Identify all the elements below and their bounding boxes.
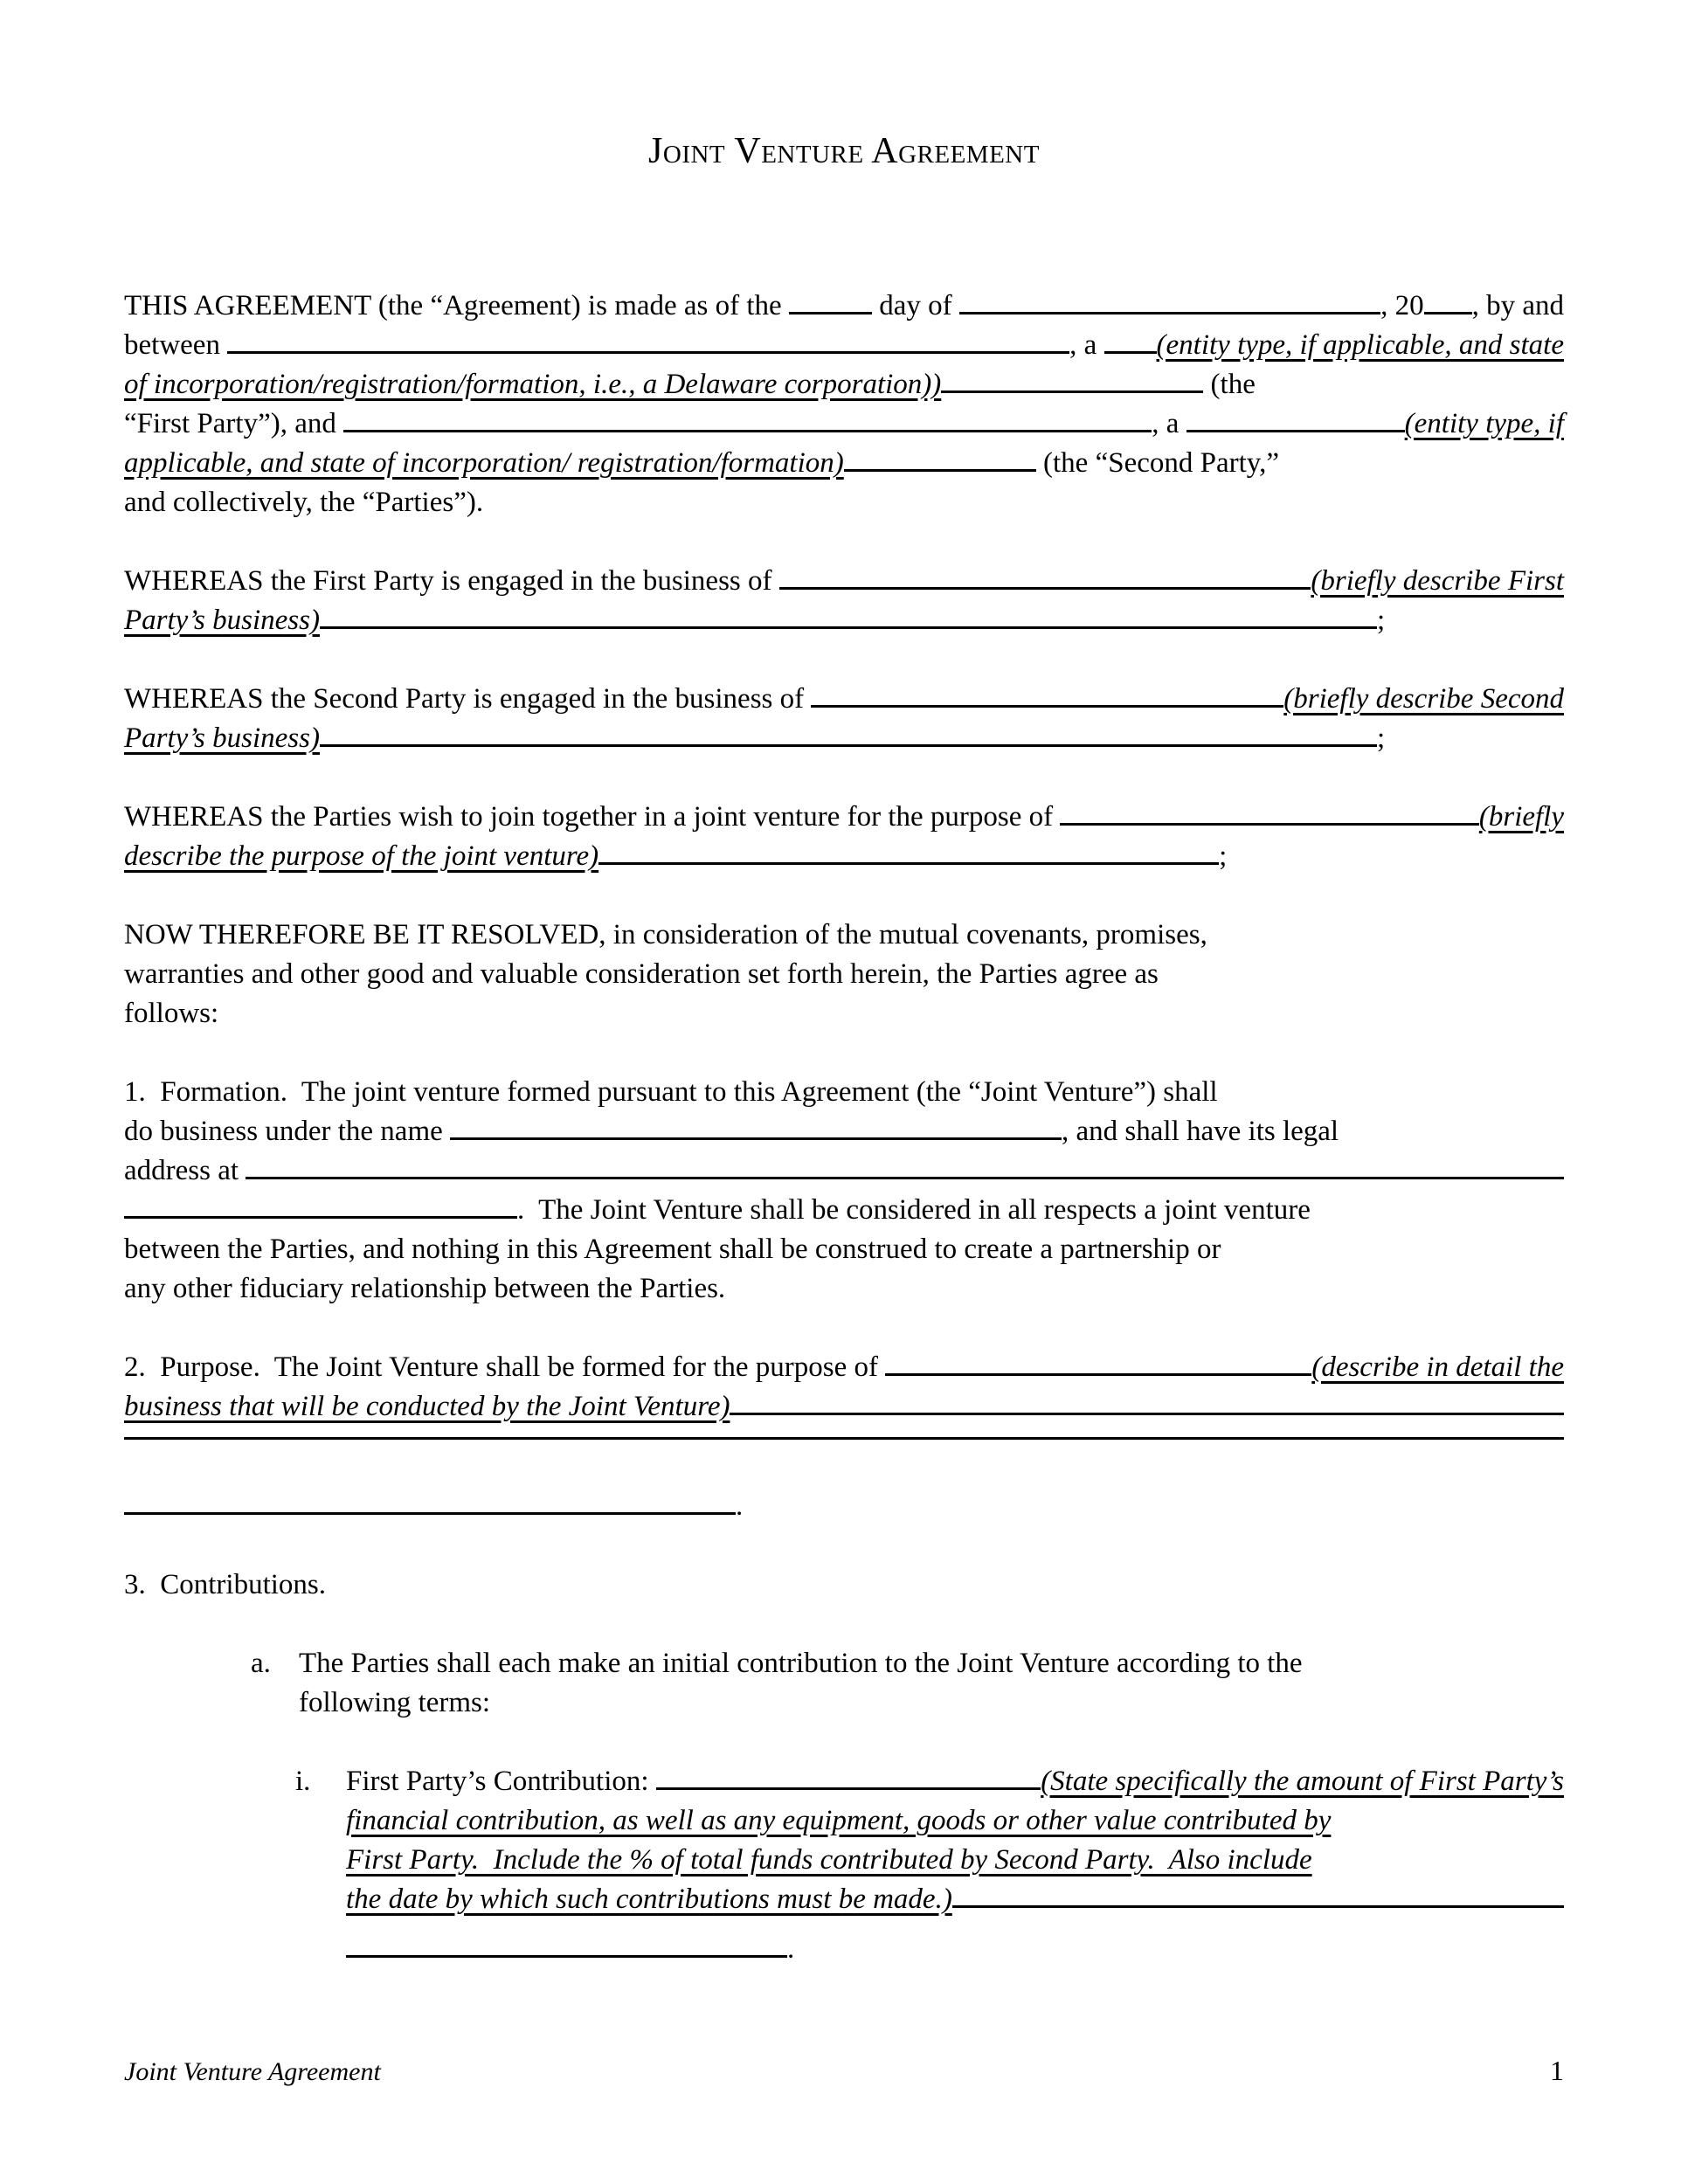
body-text: THIS AGREEMENT (the “Agreement) is made as of the bbox=[124, 290, 789, 321]
body-text: follows: bbox=[124, 998, 219, 1029]
body-text: , and shall have its legal bbox=[1062, 1116, 1339, 1147]
text-line bbox=[346, 1880, 1564, 1919]
blank-field bbox=[346, 1955, 787, 1958]
text-line bbox=[124, 1230, 1564, 1269]
body-text: , by and bbox=[1471, 290, 1564, 321]
body-text: First Party’s Contribution: bbox=[346, 1766, 656, 1797]
body-text: NOW THEREFORE BE IT RESOLVED, in consideration of the mutual covenants, promises, bbox=[124, 919, 1207, 950]
blank-field bbox=[844, 469, 1036, 472]
paragraph-whereas-joint-venture bbox=[124, 798, 1564, 876]
body-text: , 20 bbox=[1380, 290, 1424, 321]
text-line bbox=[346, 1762, 1564, 1801]
blank-field bbox=[779, 587, 1311, 590]
list-marker: a. bbox=[251, 1648, 271, 1679]
body-text: “First Party”), and bbox=[124, 408, 344, 439]
page-number: 1 bbox=[1550, 2055, 1564, 2086]
placeholder-text: Party’s business) bbox=[124, 722, 320, 754]
text-line bbox=[124, 483, 1564, 522]
blank-field bbox=[1186, 430, 1405, 432]
blank-field bbox=[124, 1216, 517, 1219]
placeholder-text: (entity type, if applicable, and state bbox=[1156, 329, 1564, 361]
body-text: The Parties shall each make an initial contribution to the Joint Venture according to the bbox=[299, 1648, 1303, 1679]
document-body bbox=[124, 287, 1564, 1969]
body-text: following terms: bbox=[299, 1687, 491, 1718]
body-text: 2. Purpose. The Joint Venture shall be formed for the purpose of bbox=[124, 1351, 886, 1383]
placeholder-text: business that will be conducted by the Joint Venture) bbox=[124, 1391, 730, 1422]
blank-field bbox=[598, 862, 1219, 865]
body-text: WHEREAS the Second Party is engaged in the business of bbox=[124, 683, 812, 715]
placeholder-text: of incorporation/registration/formation, i.e., a Delaware corporation)) bbox=[124, 369, 942, 400]
body-text: between bbox=[124, 329, 228, 361]
body-text: (the “Second Party,” bbox=[1035, 447, 1280, 479]
placeholder-text: (describe in detail the bbox=[1311, 1351, 1564, 1383]
list-item-body bbox=[346, 1762, 1564, 1969]
text-line bbox=[124, 444, 1564, 483]
placeholder-text: First Party. Include the % of total funds contributed by Second Party. Also include bbox=[346, 1844, 1312, 1876]
document-title: Joint Venture Agreement bbox=[648, 131, 1040, 171]
list-item-body bbox=[299, 1644, 1564, 1723]
text-line bbox=[124, 1348, 1564, 1387]
text-line bbox=[124, 1151, 1564, 1191]
text-line bbox=[124, 562, 1564, 601]
text-line bbox=[124, 365, 1564, 404]
body-text: . bbox=[736, 1490, 744, 1522]
body-text: , a bbox=[1069, 329, 1104, 361]
body-text: . bbox=[787, 1933, 795, 1965]
paragraph-contributions-item-i bbox=[295, 1762, 1564, 1969]
body-text: , a bbox=[1152, 408, 1186, 439]
placeholder-text: Party’s business) bbox=[124, 605, 320, 636]
text-line bbox=[346, 1801, 1564, 1841]
paragraph-whereas-first-party bbox=[124, 562, 1564, 640]
text-line bbox=[124, 1487, 1564, 1526]
text-line bbox=[299, 1683, 1564, 1723]
text-line bbox=[124, 1112, 1564, 1151]
text-line bbox=[124, 837, 1564, 876]
text-line bbox=[124, 1565, 1564, 1605]
body-text: . The Joint Venture shall be considered in all respects a joint venture bbox=[517, 1194, 1311, 1226]
blank-field bbox=[885, 1373, 1311, 1376]
paragraph-intro bbox=[124, 287, 1564, 522]
text-line bbox=[124, 994, 1564, 1033]
blank-field bbox=[811, 705, 1283, 708]
body-text: ; bbox=[1376, 722, 1386, 754]
text-line bbox=[124, 680, 1564, 719]
text-line bbox=[124, 1387, 1564, 1427]
paragraph-section-2-purpose bbox=[124, 1348, 1564, 1526]
text-line bbox=[124, 1191, 1564, 1230]
paragraph-section-1-formation bbox=[124, 1073, 1564, 1309]
blank-field bbox=[450, 1137, 1062, 1140]
blank-field bbox=[124, 1437, 1564, 1440]
paragraph-contributions-item-a bbox=[251, 1644, 1564, 1723]
placeholder-text: financial contribution, as well as any equipment, goods or other value contributed by bbox=[346, 1805, 1332, 1836]
paragraph-whereas-second-party bbox=[124, 680, 1564, 758]
placeholder-text: (briefly bbox=[1478, 801, 1564, 833]
placeholder-text: the date by which such contributions must be made.) bbox=[346, 1883, 952, 1915]
body-text: WHEREAS the First Party is engaged in the business of bbox=[124, 565, 779, 597]
body-text: and collectively, the “Parties”). bbox=[124, 487, 484, 518]
text-line bbox=[124, 287, 1564, 326]
body-text: any other fiduciary relationship between the Parties. bbox=[124, 1273, 726, 1304]
blank-field bbox=[343, 430, 1152, 432]
body-text: do business under the name bbox=[124, 1116, 451, 1147]
placeholder-text: (entity type, if bbox=[1404, 408, 1564, 439]
placeholder-text: (State specifically the amount of First Party’s bbox=[1041, 1766, 1564, 1797]
body-text: 3. Contributions. bbox=[124, 1569, 327, 1600]
list-marker: i. bbox=[295, 1766, 311, 1797]
text-line bbox=[124, 404, 1564, 444]
text-line bbox=[124, 916, 1564, 955]
body-text: warranties and other good and valuable consideration set forth herein, the Parties agree as bbox=[124, 958, 1159, 990]
paragraph-section-3-contributions bbox=[124, 1565, 1564, 1605]
blank-field bbox=[1060, 823, 1478, 826]
text-line bbox=[299, 1644, 1564, 1683]
blank-field bbox=[730, 1413, 1564, 1415]
text-line bbox=[124, 1073, 1564, 1112]
text-line bbox=[124, 798, 1564, 837]
blank-field bbox=[227, 351, 1069, 354]
blank-field bbox=[952, 1905, 1564, 1908]
blank-field bbox=[959, 312, 1380, 314]
blank-field bbox=[246, 1177, 1564, 1179]
text-line bbox=[124, 601, 1564, 640]
text-line bbox=[346, 1841, 1564, 1880]
text-line bbox=[346, 1930, 1564, 1969]
placeholder-text: describe the purpose of the joint venture) bbox=[124, 840, 599, 872]
body-text: ; bbox=[1376, 605, 1386, 636]
blank-field bbox=[1104, 351, 1157, 354]
page-footer bbox=[124, 2055, 1564, 2087]
footer-document-name: Joint Venture Agreement bbox=[124, 2057, 381, 2086]
text-line bbox=[124, 955, 1564, 994]
placeholder-text: (briefly describe First bbox=[1311, 565, 1564, 597]
body-text: between the Parties, and nothing in this Agreement shall be construed to create a partnership or bbox=[124, 1234, 1221, 1265]
blank-field bbox=[789, 312, 872, 314]
blank-field bbox=[320, 626, 1377, 629]
blank-field bbox=[124, 1512, 736, 1515]
text-line bbox=[124, 326, 1564, 365]
text-line bbox=[124, 1437, 1564, 1476]
placeholder-text: (briefly describe Second bbox=[1283, 683, 1564, 715]
placeholder-text: applicable, and state of incorporation/ registration/formation) bbox=[124, 447, 844, 479]
body-text: WHEREAS the Parties wish to join together in a joint venture for the purpose of bbox=[124, 801, 1061, 833]
paragraph-now-therefore bbox=[124, 916, 1564, 1033]
text-line bbox=[124, 719, 1564, 758]
body-text: address at bbox=[124, 1155, 246, 1186]
body-text: ; bbox=[1219, 840, 1228, 872]
blank-field bbox=[941, 390, 1203, 393]
text-line bbox=[124, 1269, 1564, 1309]
blank-field bbox=[656, 1787, 1041, 1790]
blank-field bbox=[320, 744, 1377, 747]
body-text: 1. Formation. The joint venture formed pursuant to this Agreement (the “Joint Venture”) shall bbox=[124, 1076, 1218, 1108]
body-text: (the bbox=[1203, 369, 1256, 400]
body-text: day of bbox=[871, 290, 959, 321]
blank-field bbox=[1424, 312, 1472, 314]
